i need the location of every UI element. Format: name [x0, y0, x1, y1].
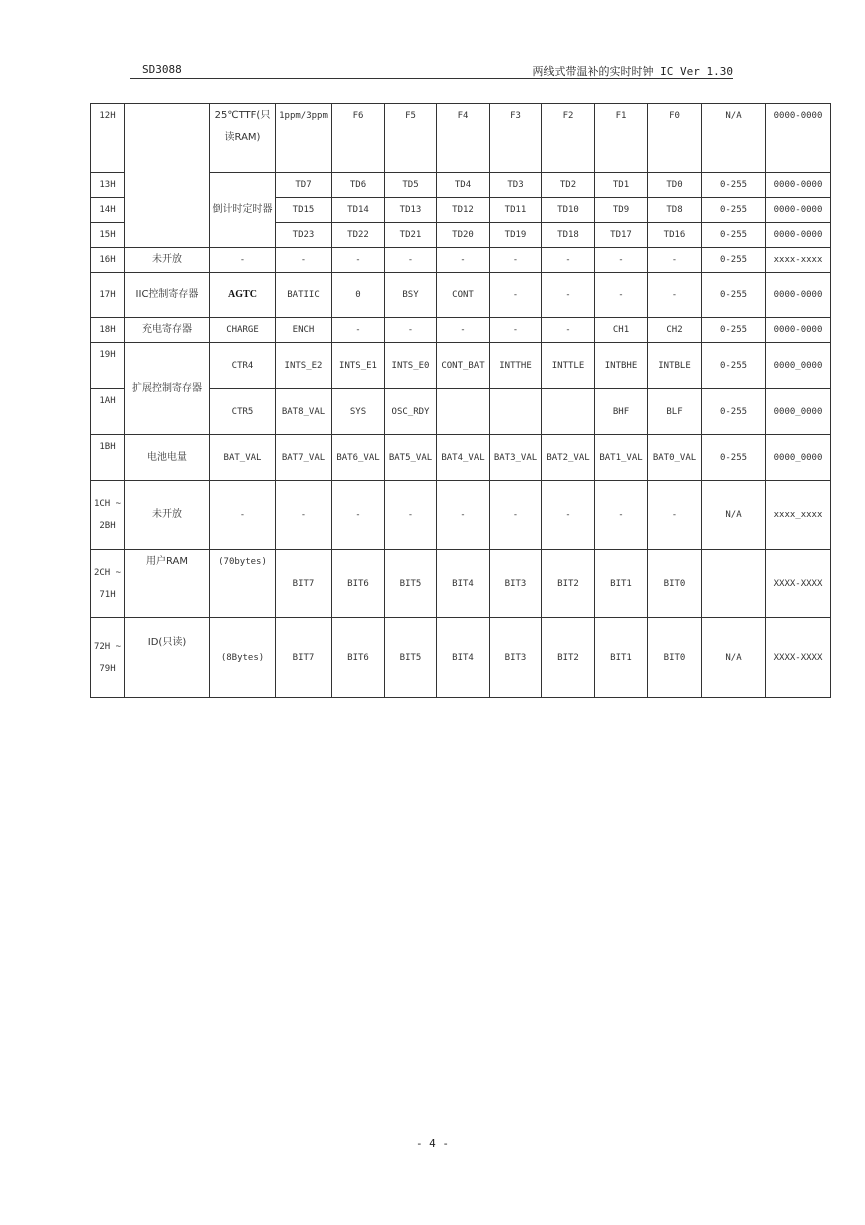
address-cell: 13H — [91, 173, 125, 198]
bit-cell: BIT1 — [595, 618, 648, 698]
bit-cell — [437, 389, 490, 435]
bit-cell: BAT3_VAL — [490, 435, 542, 481]
bit-cell: F5 — [385, 104, 437, 173]
range-cell: 0-255 — [702, 318, 766, 343]
range-cell: N/A — [702, 618, 766, 698]
bit-cell: - — [490, 248, 542, 273]
bit-cell: - — [276, 481, 332, 550]
bit-cell: BIT3 — [490, 550, 542, 618]
address-cell: 16H — [91, 248, 125, 273]
bit-cell: BIT4 — [437, 550, 490, 618]
address-cell: 12H — [91, 104, 125, 173]
bit-cell: - — [332, 481, 385, 550]
table-row — [91, 550, 831, 618]
bit-cell: BIT7 — [276, 618, 332, 698]
bit-cell: INTBLE — [648, 343, 702, 389]
bit-cell: TD14 — [332, 198, 385, 223]
register-table — [90, 103, 831, 698]
bit-cell: - — [542, 318, 595, 343]
bit-cell: - — [437, 318, 490, 343]
bit-cell: INTS_E0 — [385, 343, 437, 389]
bit-cell: - — [648, 248, 702, 273]
bit-cell: - — [595, 248, 648, 273]
bit-cell: BAT2_VAL — [542, 435, 595, 481]
bit-cell: BIT7 — [276, 550, 332, 618]
group-cell: 充电寄存器 — [125, 318, 210, 343]
bit-cell: 1ppm/3ppm — [276, 104, 332, 173]
bit-cell: TD7 — [276, 173, 332, 198]
bit-cell: - — [490, 481, 542, 550]
bit-cell: TD21 — [385, 223, 437, 248]
bit-cell: - — [385, 248, 437, 273]
bit-cell: CH1 — [595, 318, 648, 343]
bit-cell: BIT3 — [490, 618, 542, 698]
bit-cell: TD12 — [437, 198, 490, 223]
bit-cell: BHF — [595, 389, 648, 435]
bit-cell: TD18 — [542, 223, 595, 248]
range-cell: 0-255 — [702, 389, 766, 435]
bit-cell: - — [595, 481, 648, 550]
default-cell: 0000_0000 — [766, 343, 831, 389]
bit-cell: TD0 — [648, 173, 702, 198]
range-cell: 0-255 — [702, 435, 766, 481]
range-cell: 0-255 — [702, 343, 766, 389]
bit-cell: SYS — [332, 389, 385, 435]
default-cell: 0000-0000 — [766, 318, 831, 343]
bit-cell: TD4 — [437, 173, 490, 198]
bit-cell: TD20 — [437, 223, 490, 248]
register-cell: CTR4 — [210, 343, 276, 389]
bit-cell: - — [542, 481, 595, 550]
bit-cell: BIT6 — [332, 618, 385, 698]
register-cell: (70bytes) — [210, 550, 276, 618]
group-cell: IIC控制寄存器 — [125, 273, 210, 318]
range-cell: N/A — [702, 481, 766, 550]
default-cell: XXXX-XXXX — [766, 550, 831, 618]
group-cell: 未开放 — [125, 248, 210, 273]
page-number: - 4 - — [415, 1137, 450, 1150]
bit-cell: - — [490, 318, 542, 343]
bit-cell: BIT2 — [542, 550, 595, 618]
bit-cell: F6 — [332, 104, 385, 173]
table-row — [91, 435, 831, 481]
group-cell: 扩展控制寄存器 — [125, 343, 210, 435]
bit-cell: TD16 — [648, 223, 702, 248]
bit-cell: CONT — [437, 273, 490, 318]
bit-cell: BAT8_VAL — [276, 389, 332, 435]
table-row — [91, 481, 831, 550]
bit-cell: TD15 — [276, 198, 332, 223]
bit-cell: BAT7_VAL — [276, 435, 332, 481]
bit-cell: BIT6 — [332, 550, 385, 618]
bit-cell: CONT_BAT — [437, 343, 490, 389]
bit-cell: - — [437, 481, 490, 550]
table-row — [91, 248, 831, 273]
bit-cell: - — [385, 318, 437, 343]
bit-cell: BIT1 — [595, 550, 648, 618]
bit-cell: BIT4 — [437, 618, 490, 698]
bit-cell: - — [648, 481, 702, 550]
table-row — [91, 618, 831, 698]
address-cell: 18H — [91, 318, 125, 343]
default-cell: XXXX-XXXX — [766, 618, 831, 698]
bit-cell: BIT5 — [385, 550, 437, 618]
address-cell: 1CH ~ 2BH — [91, 481, 125, 550]
register-cell: AGTC — [210, 273, 276, 318]
default-cell: 0000-0000 — [766, 198, 831, 223]
bit-cell: - — [332, 248, 385, 273]
bit-cell: BIT5 — [385, 618, 437, 698]
default-cell: 0000-0000 — [766, 104, 831, 173]
bit-cell: F2 — [542, 104, 595, 173]
group-cell: 电池电量 — [125, 435, 210, 481]
bit-cell: - — [648, 273, 702, 318]
bit-cell: BAT1_VAL — [595, 435, 648, 481]
register-cell: (8Bytes) — [210, 618, 276, 698]
bit-cell: - — [332, 318, 385, 343]
default-cell: xxxx-xxxx — [766, 248, 831, 273]
range-cell: 0-255 — [702, 273, 766, 318]
doc-title: 两线式带温补的实时时钟 IC Ver 1.30 — [532, 65, 733, 78]
address-cell: 72H ~ 79H — [91, 618, 125, 698]
bit-cell: BAT6_VAL — [332, 435, 385, 481]
default-cell: 0000-0000 — [766, 173, 831, 198]
range-cell: N/A — [702, 104, 766, 173]
bit-cell: ENCH — [276, 318, 332, 343]
address-cell: 19H — [91, 343, 125, 389]
group-cell: 用户RAM — [125, 550, 210, 618]
bit-cell — [542, 389, 595, 435]
bit-cell: BIT0 — [648, 618, 702, 698]
bit-cell: BLF — [648, 389, 702, 435]
default-cell: 0000_0000 — [766, 435, 831, 481]
address-cell: 2CH ~ 71H — [91, 550, 125, 618]
address-cell: 14H — [91, 198, 125, 223]
table-row — [91, 273, 831, 318]
table-row — [91, 318, 831, 343]
bit-cell: TD1 — [595, 173, 648, 198]
register-cell: BAT_VAL — [210, 435, 276, 481]
address-cell: 15H — [91, 223, 125, 248]
bit-cell: - — [542, 248, 595, 273]
bit-cell: TD6 — [332, 173, 385, 198]
bit-cell: TD8 — [648, 198, 702, 223]
group-cell — [125, 104, 210, 248]
table-row — [91, 343, 831, 389]
page-header — [130, 62, 733, 79]
range-cell: 0-255 — [702, 223, 766, 248]
group-cell: 未开放 — [125, 481, 210, 550]
bit-cell: BSY — [385, 273, 437, 318]
register-cell: CHARGE — [210, 318, 276, 343]
bit-cell: TD2 — [542, 173, 595, 198]
bit-cell: TD3 — [490, 173, 542, 198]
range-cell: 0-255 — [702, 173, 766, 198]
bit-cell: INTS_E1 — [332, 343, 385, 389]
register-cell: 25℃TTF(只读RAM) — [210, 104, 276, 173]
bit-cell: F3 — [490, 104, 542, 173]
bit-cell: F1 — [595, 104, 648, 173]
bit-cell: 0 — [332, 273, 385, 318]
range-cell: 0-255 — [702, 198, 766, 223]
bit-cell: TD17 — [595, 223, 648, 248]
bit-cell: TD10 — [542, 198, 595, 223]
bit-cell: - — [437, 248, 490, 273]
group-cell: ID(只读) — [125, 618, 210, 698]
default-cell: xxxx_xxxx — [766, 481, 831, 550]
bit-cell: TD22 — [332, 223, 385, 248]
bit-cell — [490, 389, 542, 435]
table-row — [91, 104, 831, 173]
bit-cell: INTTLE — [542, 343, 595, 389]
bit-cell: INTBHE — [595, 343, 648, 389]
bit-cell: F4 — [437, 104, 490, 173]
register-cell: - — [210, 248, 276, 273]
address-cell: 1BH — [91, 435, 125, 481]
range-cell: 0-255 — [702, 248, 766, 273]
bit-cell: CH2 — [648, 318, 702, 343]
bit-cell: F0 — [648, 104, 702, 173]
bit-cell: TD23 — [276, 223, 332, 248]
bit-cell: TD5 — [385, 173, 437, 198]
doc-model: SD3088 — [142, 63, 182, 76]
register-cell: CTR5 — [210, 389, 276, 435]
bit-cell: BIT0 — [648, 550, 702, 618]
bit-cell: INTTHE — [490, 343, 542, 389]
bit-cell: TD19 — [490, 223, 542, 248]
default-cell: 0000-0000 — [766, 223, 831, 248]
address-cell: 1AH — [91, 389, 125, 435]
bit-cell: - — [490, 273, 542, 318]
bit-cell: BAT4_VAL — [437, 435, 490, 481]
bit-cell: BAT5_VAL — [385, 435, 437, 481]
bit-cell: - — [276, 248, 332, 273]
default-cell: 0000-0000 — [766, 273, 831, 318]
bit-cell: BATIIC — [276, 273, 332, 318]
register-cell: 倒计时定时器 — [210, 173, 276, 248]
bit-cell: BIT2 — [542, 618, 595, 698]
bit-cell: BAT0_VAL — [648, 435, 702, 481]
bit-cell: OSC_RDY — [385, 389, 437, 435]
bit-cell: - — [595, 273, 648, 318]
bit-cell: TD11 — [490, 198, 542, 223]
bit-cell: - — [385, 481, 437, 550]
default-cell: 0000_0000 — [766, 389, 831, 435]
bit-cell: - — [542, 273, 595, 318]
bit-cell: TD13 — [385, 198, 437, 223]
range-cell — [702, 550, 766, 618]
bit-cell: INTS_E2 — [276, 343, 332, 389]
address-cell: 17H — [91, 273, 125, 318]
register-cell: - — [210, 481, 276, 550]
bit-cell: TD9 — [595, 198, 648, 223]
